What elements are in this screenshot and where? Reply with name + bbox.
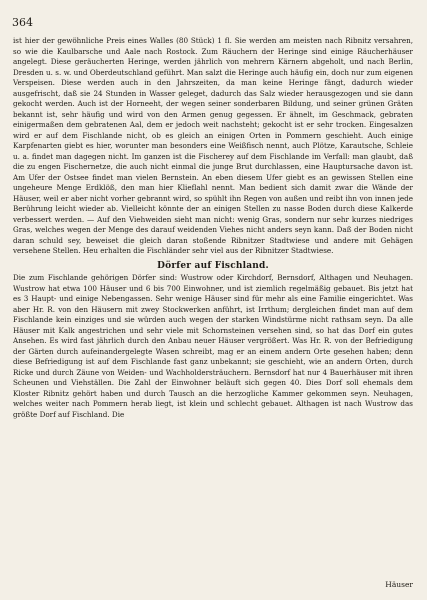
- paragraph-fishing: ist hier der gewöhnliche Preis eines Walles (80 Stück) 1 fl. Sie werden am meisten nach Ribnitz versahren, so wie die Kaulbarsche und Aale nach Rostock. Zum Räuchern der Heringe sind einige Räucherhäuser angelegt. Diese geräucherten Heringe, werden jährlich von mehrern Kärnern abgeholt, und nach Berlin, Dresden u. s. w. und Oberdeutschland geführt. Man salzt die Heringe auch häufig ein, doch nur zum eigenen Verspeisen. Diese werden auch in den Jahrszeiten, da man keine Heringe fängt, dadurch wieder ausgefrischt, daß sie 24 Stunden in Wasser geleget, dadurch das Salz wieder herausgezogen und sie dann gekocht werden. Auch ist der Horneeht, der wegen seiner sonderbaren Bildung, und seiner grünen Gräten bekannt ist, sehr häufig und wird von den Armen genug gegessen. Er ähnelt, im Geschmack, gebraten einigermaßen dem gebratenen Aal, dem er jedoch weit nachsteht; gekocht ist er sehr trocken. Eingesalzen wird er auf dem Fischlande nicht, ob es gleich an einigen Orten in Pommern geschieht. Auch einige Karpfenarten giebt es hier, worunter man besonders eine Weißfisch nennt, auch Plötze, Karautsche, Schleie u. a. findet man dagegen nicht. Im ganzen ist die Fischerey auf dem Fischlande im Verfall: man glaubt, daß die zu engen Fischernetze, die auch nicht einmal die junge Brut durchlassen, eine Hauptursache davon ist. Am Ufer der Ostsee findet man vielen Bernstein. An eben diesem Ufer giebt es an gewissen Stellen eine ungeheure Menge Erdklöß, den man hier Klieflahl nennt. Man bedient sich damit zwar die Wände der Häuser, weil er aber nicht vorher gebrannt wird, so spühlt ihn Regen von außen und reibt ihn von innen jede Berührung leicht wieder ab. Vielleicht könnte der an einigen Stellen zu nasse Boden durch diese Kalkerde verbessert werden. — Auf den Viehweiden sieht man nicht: wenig Gras, sondern nur sehr kurzes niedriges Gras, welches wegen der Menge des darauf weidenden Viehes nicht anders seyn kann. Daß der Boden nicht daran schuld sey, beweiset die gleich daran stoßende Ribnitzer Stadtwiese und andere mit Gehägen versehene Stellen. Heu erhalten die Fischländer sehr viel aus der Ribnitzer Stadtwiese.: [13, 36, 413, 255]
- running-header: [12, 16, 415, 30]
- section-heading: Dörfer auf Fischland.: [157, 260, 269, 271]
- catchword: Häuser: [385, 580, 413, 589]
- paragraph-villages: Die zum Fischlande gehörigen Dörfer sind: Wustrow oder Kirchdorf, Bernsdorf, Althagen und Neuhagen. Wustrow hat etwa 100 Häuser und 6 bis 700 Einwohner, und ist ziemlich regelmäßig gebauet. Bis jetzt hat es 3 Haupt- und einige Nebengassen. Sehr wenige Häuser sind für mehr als eine Familie eingerichtet. Was aber Hr. R. von den Häusern mit zwey Stockwerken anführt, ist Irrthum; dergleichen findet man auf dem Fischlande kein einziges und sie würden auch wegen der starken Windstürme nicht rathsam seyn. Da alle Häuser mit Kalk angestrichen und sehr viele mit Schornsteinen versehen sind, so hat das Dorf ein gutes Ansehen. Es wird fast jährlich durch den Anbau neuer Häuser vergrößert. Was Hr. R. von der Befriedigung der Gärten durch aufeinandergelegte Wasen schreibt, mag er an einem andern Orte gesehen haben; denn diese Befriedigung ist auf dem Fischlande fast ganz unbekannt; sie geschieht, wie an andern Orten, durch Ricke und durch Zäune von Weiden- und Wachholdersträuchern. Bernsdorf hat nur 4 Bauerhäuser mit ihren Scheunen und Viehställen. Die Zahl der Einwohner beläuft sich gegen 40. Dies Dorf soll ehemals dem Kloster Ribnitz gehört haben und durch Tausch an die herzogliche Kammer gekommen seyn. Neuhagen, welches weiter nach Pommern herab liegt, ist klein und schlecht gebauet. Althagen ist nach Wustrow das größte Dorf auf Fischland. Die: [13, 273, 413, 419]
- page-number: 364: [12, 16, 33, 29]
- body-text: [13, 36, 413, 420]
